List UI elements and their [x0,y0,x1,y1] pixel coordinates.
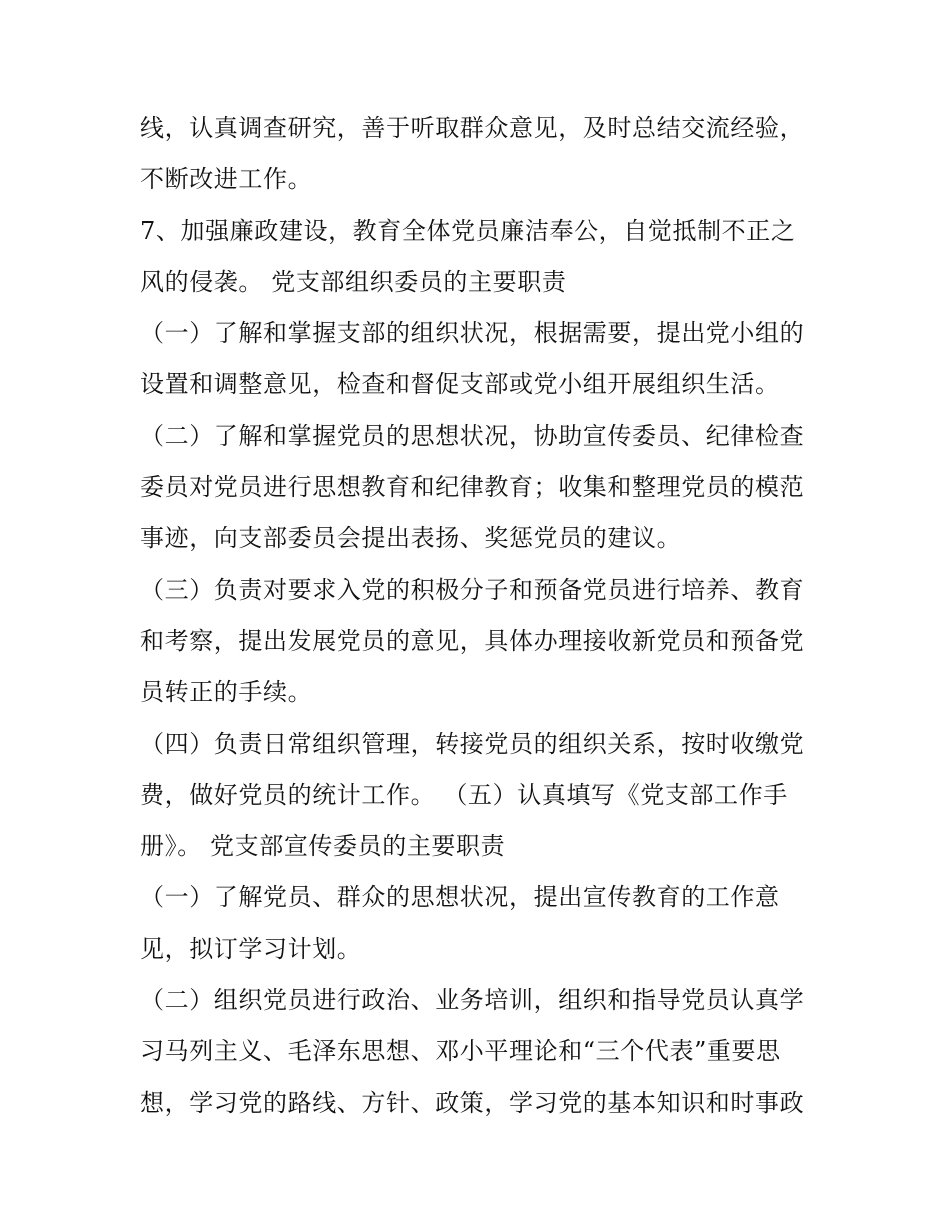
text-line: 设置和调整意见，检查和督促支部或党小组开展组织生活。 [140,370,780,399]
text-line: （四）负责日常组织管理，转接党员的组织关系，按时收缴党 [140,729,805,758]
text-line: 事迹，向支部委员会提出表扬、奖惩党员的建议。 [140,524,682,553]
document-body-text [140,103,820,1129]
text-line: 不断改进工作。 [140,165,313,194]
text-line: 见，拟订学习计划。 [140,934,362,963]
text-line: （二）组织党员进行政治、业务培训，组织和指导党员认真学 [140,986,805,1015]
text-line: （二）了解和掌握党员的思想状况，协助宣传委员、纪律检查 [140,421,805,450]
text-line: 和考察，提出发展党员的意见，具体办理接收新党员和预备党 [140,626,805,655]
text-line: 线，认真调查研究，善于听取群众意见，及时总结交流经验， [140,114,805,142]
text-line: 册》。 党支部宣传委员的主要职责 [140,832,506,861]
text-line: （一）了解党员、群众的思想状况，提出宣传教育的工作意 [140,883,780,912]
text-line: 风的侵袭。 党支部组织委员的主要职责 [140,267,567,296]
text-line: 费，做好党员的统计工作。 （五）认真填写《党支部工作手 [140,780,788,809]
text-line: （三）负责对要求入党的积极分子和预备党员进行培养、教育 [140,575,805,604]
text-line: （一）了解和掌握支部的组织状况，根据需要，提出党小组的 [140,319,805,348]
text-line: 想，学习党的路线、方针、政策，学习党的基本知识和时事政 [140,1088,805,1117]
text-line: 委员对党员进行思想教育和纪律教育；收集和整理党员的模范 [140,473,805,502]
text-line: 习马列主义、毛泽东思想、邓小平理论和“三个代表”重要思 [140,1037,781,1066]
text-line: 7、加强廉政建设，教育全体党员廉洁奉公，自觉抵制不正之 [140,216,796,245]
text-line: 员转正的手续。 [140,678,313,707]
